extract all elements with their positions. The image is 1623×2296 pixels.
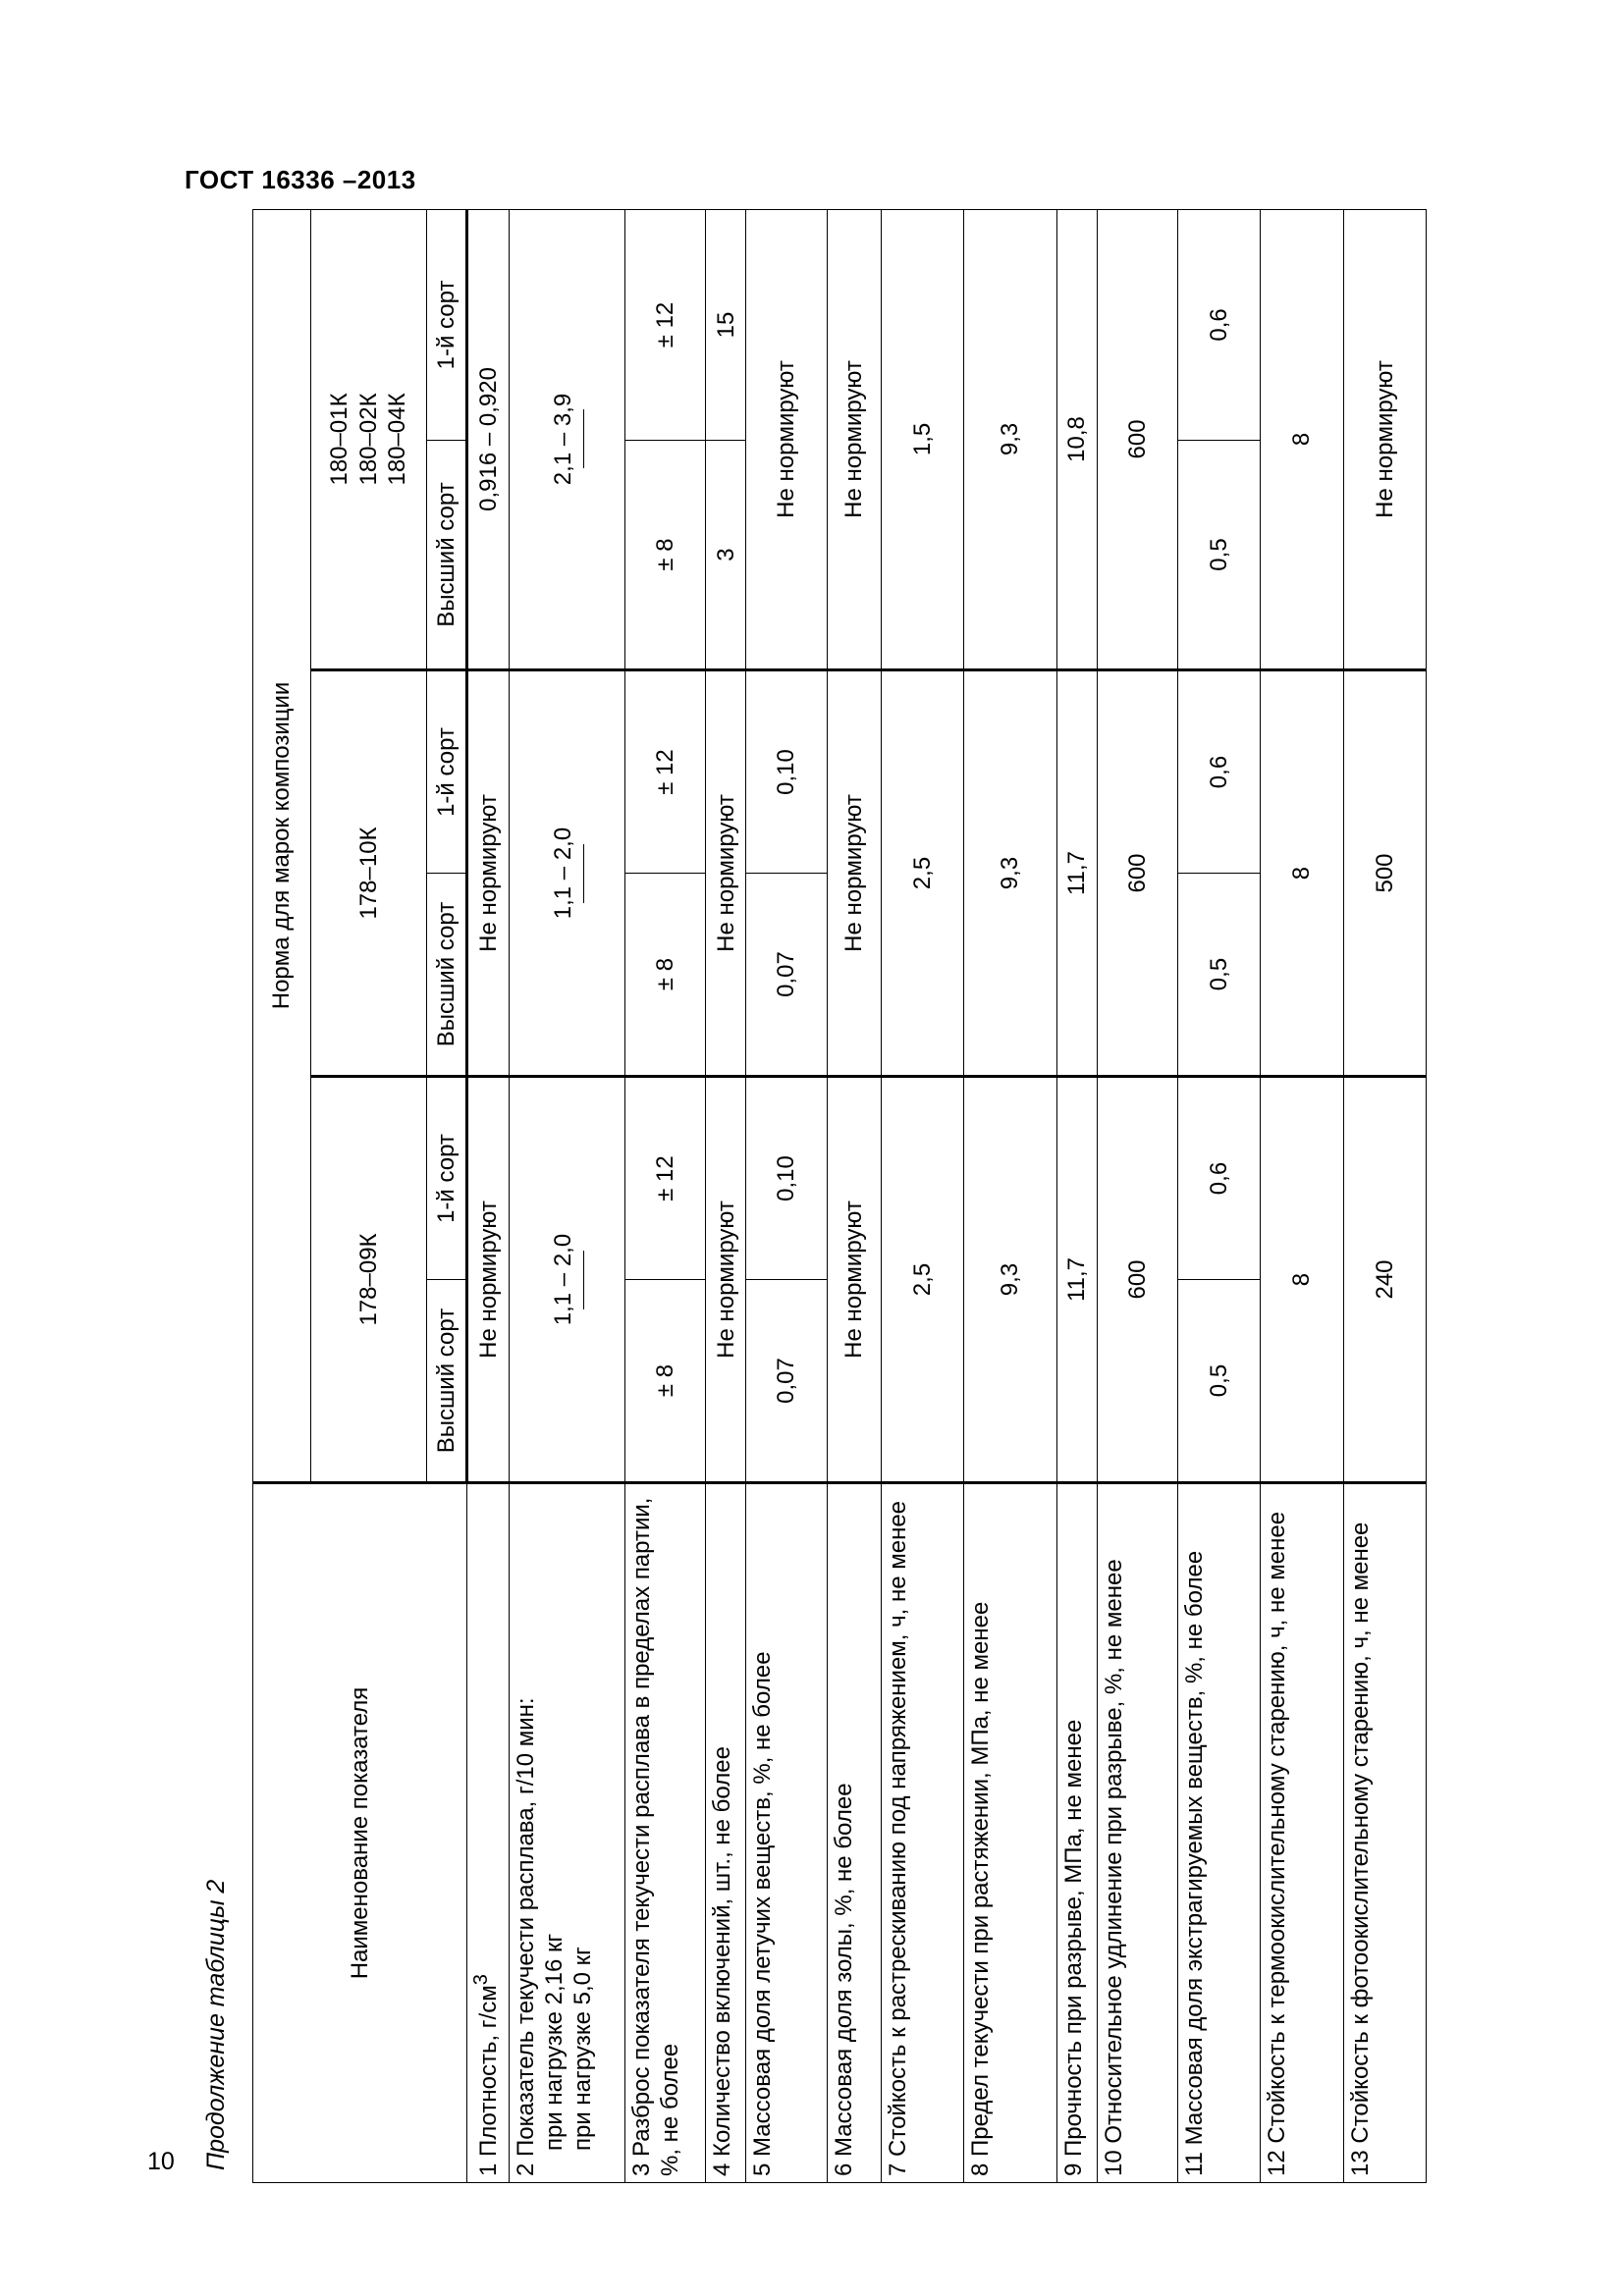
cell-value: 8 [1261, 209, 1343, 669]
table-row [827, 209, 881, 2182]
table-row [882, 209, 964, 2182]
cell-value: 9,3 [964, 209, 1057, 669]
cell-value: ± 8 [625, 1280, 706, 1483]
indicator-name: 5 Массовая доля летучих веществ, %, не более [746, 1483, 827, 2183]
cell-value: Не нормируют [746, 209, 827, 669]
table-row [1261, 209, 1343, 2182]
cell-value: 1,5 [882, 209, 964, 669]
indicator-subline: при нагрузке 5,0 кг [569, 1947, 597, 2151]
grade-header-178-10k: 178–10К [310, 670, 426, 1077]
page-number: 10 [147, 2148, 175, 2175]
cell-value: 0,07 [746, 1280, 827, 1483]
fraction-numerator: 2,1 – 3,9 [549, 393, 576, 486]
indicator-name: 7 Стойкость к растрескиванию под напряжением, ч, не менее [882, 1483, 964, 2183]
cell-value: Не нормируют [466, 670, 509, 1077]
cell-value: 10,8 [1056, 209, 1097, 669]
cell-value: 15 [706, 209, 746, 440]
cell-value: ± 12 [625, 1077, 706, 1280]
cell-value: ± 12 [625, 670, 706, 874]
sort-first-header: 1-й сорт [426, 670, 466, 874]
table-row [706, 209, 746, 2182]
cell-value: Не нормируют [706, 1077, 746, 1483]
cell-value: 0,6 [1178, 670, 1261, 874]
cell-value: Не нормируют [827, 1077, 881, 1483]
sort-top-header: Высший сорт [426, 1280, 466, 1483]
fraction-dash [583, 1251, 585, 1309]
cell-fraction [509, 209, 624, 669]
cell-value: 8 [1261, 670, 1343, 1077]
cell-value: 0,916 – 0,920 [466, 209, 509, 669]
table-row [964, 209, 1057, 2182]
cell-value: 0,10 [746, 1077, 827, 1280]
cell-fraction [509, 670, 624, 1077]
indicator-name-main: 2 Показатель текучести расплава, г/10 мин: [512, 1697, 539, 2176]
indicator-name: 3 Разброс показателя текучести расплава в пределах партии, %, не более [625, 1483, 706, 2183]
cell-value: ± 8 [625, 874, 706, 1077]
table-row [509, 209, 624, 2182]
indicator-name: 9 Прочность при разрыве, МПа, не менее [1056, 1483, 1097, 2183]
table-row [625, 209, 706, 2182]
fraction-dash [583, 409, 585, 468]
cell-value: 2,5 [882, 1077, 964, 1483]
cell-value: 0,5 [1178, 441, 1261, 670]
table-row [1097, 209, 1177, 2182]
cell-value: 600 [1097, 1077, 1177, 1483]
cell-value: 500 [1343, 670, 1426, 1077]
indicator-name: 11 Массовая доля экстрагируемых веществ, %, не более [1178, 1483, 1261, 2183]
table-row [1343, 209, 1426, 2182]
spec-table [252, 209, 1427, 2183]
indicator-name: 13 Стойкость к фотоокислительному старению, ч, не менее [1343, 1483, 1426, 2183]
cell-value: Не нормируют [1343, 209, 1426, 669]
indicator-name: 1 Плотность, $г/см^3$ [466, 1483, 509, 2183]
cell-value: 600 [1097, 670, 1177, 1077]
table-row [746, 209, 827, 2182]
cell-value: Не нормируют [827, 670, 881, 1077]
fraction-dash [583, 844, 585, 903]
cell-value: 0,6 [1178, 1077, 1261, 1280]
cell-value: Не нормируют [706, 670, 746, 1077]
sort-top-header: Высший сорт [426, 441, 466, 670]
indicator-name: 12 Стойкость к термоокислительному старению, ч, не менее [1261, 1483, 1343, 2183]
grade-header-178-09k: 178–09К [310, 1077, 426, 1483]
cell-value: 0,6 [1178, 209, 1261, 440]
cell-value: 9,3 [964, 1077, 1057, 1483]
indicator-name: 6 Массовая доля золы, %, не более [827, 1483, 881, 2183]
sort-top-header: Высший сорт [426, 874, 466, 1077]
cell-value: 0,5 [1178, 1280, 1261, 1483]
cell-value: 2,5 [882, 670, 964, 1077]
fraction-numerator: 1,1 – 2,0 [549, 1233, 576, 1326]
cell-fraction [509, 1077, 624, 1483]
table-row [1178, 209, 1261, 2182]
sort-first-header: 1-й сорт [426, 209, 466, 440]
table-row [466, 209, 509, 2182]
cell-value: ± 8 [625, 441, 706, 670]
table-continuation-caption: Продолжение таблицы 2 [202, 1879, 230, 2170]
cell-value: 0,10 [746, 670, 827, 874]
cell-value: 600 [1097, 209, 1177, 669]
grade-header-180-0xk: 180–01К 180–02К 180–04К [310, 209, 426, 669]
cell-value: 9,3 [964, 670, 1057, 1077]
rotated-table-container [252, 210, 1427, 2183]
cell-value: 11,7 [1056, 670, 1097, 1077]
indicator-name [509, 1483, 624, 2183]
indicator-name: 10 Относительное удлинение при разрыве, %, не менее [1097, 1483, 1177, 2183]
cell-value: Не нормируют [827, 209, 881, 669]
sort-first-header: 1-й сорт [426, 1077, 466, 1280]
fraction-numerator: 1,1 – 2,0 [549, 827, 576, 920]
cell-value: Не нормируют [466, 1077, 509, 1483]
norm-header: Норма для марок композиции [253, 209, 311, 1482]
cell-value: 240 [1343, 1077, 1426, 1483]
table-row [1056, 209, 1097, 2182]
cell-value: 0,5 [1178, 874, 1261, 1077]
cell-value: 0,07 [746, 874, 827, 1077]
cell-value: ± 12 [625, 209, 706, 440]
cell-value: 3 [706, 441, 746, 670]
indicator-name-header: Наименование показателя [253, 1483, 467, 2183]
cell-value: 11,7 [1056, 1077, 1097, 1483]
indicator-name: 4 Количество включений, шт., не более [706, 1483, 746, 2183]
indicator-subline: при нагрузке 2,16 кг [541, 1933, 568, 2151]
document-title: ГОСТ 16336 –2013 [185, 165, 416, 194]
cell-value: 8 [1261, 1077, 1343, 1483]
indicator-name: 8 Предел текучести при растяжении, МПа, не менее [964, 1483, 1057, 2183]
header-row-norm [253, 209, 311, 2182]
